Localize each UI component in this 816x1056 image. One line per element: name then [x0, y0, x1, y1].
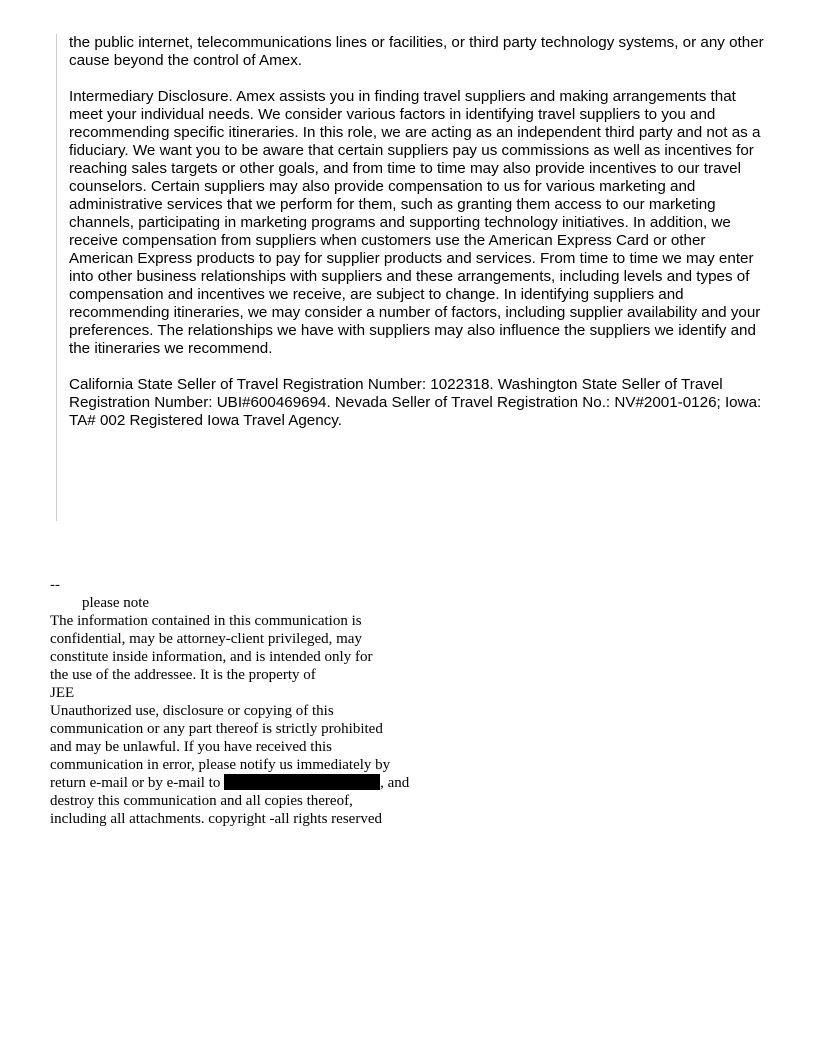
liability-paragraph-end: the public internet, telecommunications lines or facilities, or third party technology systems, or any other cause beyond the control of Amex. [69, 34, 764, 69]
footer-line: destroy this communication and all copies thereof, [50, 793, 353, 809]
please-note-heading: please note [82, 595, 150, 611]
intermediary-disclosure-paragraph: Intermediary Disclosure. Amex assists you in finding travel suppliers and making arrangements that meet your individual needs. We consider various factors in identifying travel suppliers to you and recommending specific itineraries. In this role, we are acting as an independent third party and not as a fiduciary. We want you to be aware that certain suppliers pay us commissions as well as incentives for reaching sales targets or other goals, and from time to time may also provide incentives to our travel counselors. Certain suppliers may also provide compensation to us for various marketing and administrative services that we perform for them, such as granting them access to our marketing channels, participating in marketing programs and supporting technology initiatives. In addition, we receive compensation from suppliers when customers use the American Express Card or other American Express products to pay for supplier products and services. From time to time we may enter into other business relationships with suppliers and these arrangements, including levels and types of compensation and incentives we receive, are subject to change. In identifying suppliers and recommending itineraries, we may consider a number of factors, including supplier availability and your preferences. The relationships we have with suppliers may also influence the suppliers we identify and the itineraries we recommend. [69, 88, 761, 357]
footer-line: communication in error, please notify us immediately by [50, 757, 391, 773]
quoted-email-block [56, 34, 770, 521]
footer-email-line [50, 774, 450, 792]
redacted-email [224, 774, 380, 790]
footer-line: JEE [50, 685, 75, 701]
email-prefix: return e-mail or by e-mail to [50, 775, 225, 791]
footer-line: constitute inside information, and is intended only for [50, 649, 373, 665]
footer-line: The information contained in this communication is [50, 613, 362, 629]
footer-line: the use of the addressee. It is the property of [50, 667, 316, 683]
footer-line: Unauthorized use, disclosure or copying of this [50, 703, 334, 719]
footer-line: including all attachments. copyright -all rights reserved [50, 811, 382, 827]
confidentiality-footer [50, 576, 450, 828]
signature-separator: -- [50, 577, 60, 593]
email-suffix: , and [380, 775, 410, 791]
footer-line: communication or any part thereof is strictly prohibited [50, 721, 383, 737]
footer-line: and may be unlawful. If you have received this [50, 739, 332, 755]
footer-line: confidential, may be attorney-client privileged, may [50, 631, 362, 647]
seller-of-travel-registration-paragraph: California State Seller of Travel Registration Number: 1022318. Washington State Seller of Travel Registration Number: UBI#600469694. Nevada Seller of Travel Registration No.: NV#2001-0126; Iowa: TA# 002 Registered Iowa Travel Agency. [69, 376, 762, 429]
